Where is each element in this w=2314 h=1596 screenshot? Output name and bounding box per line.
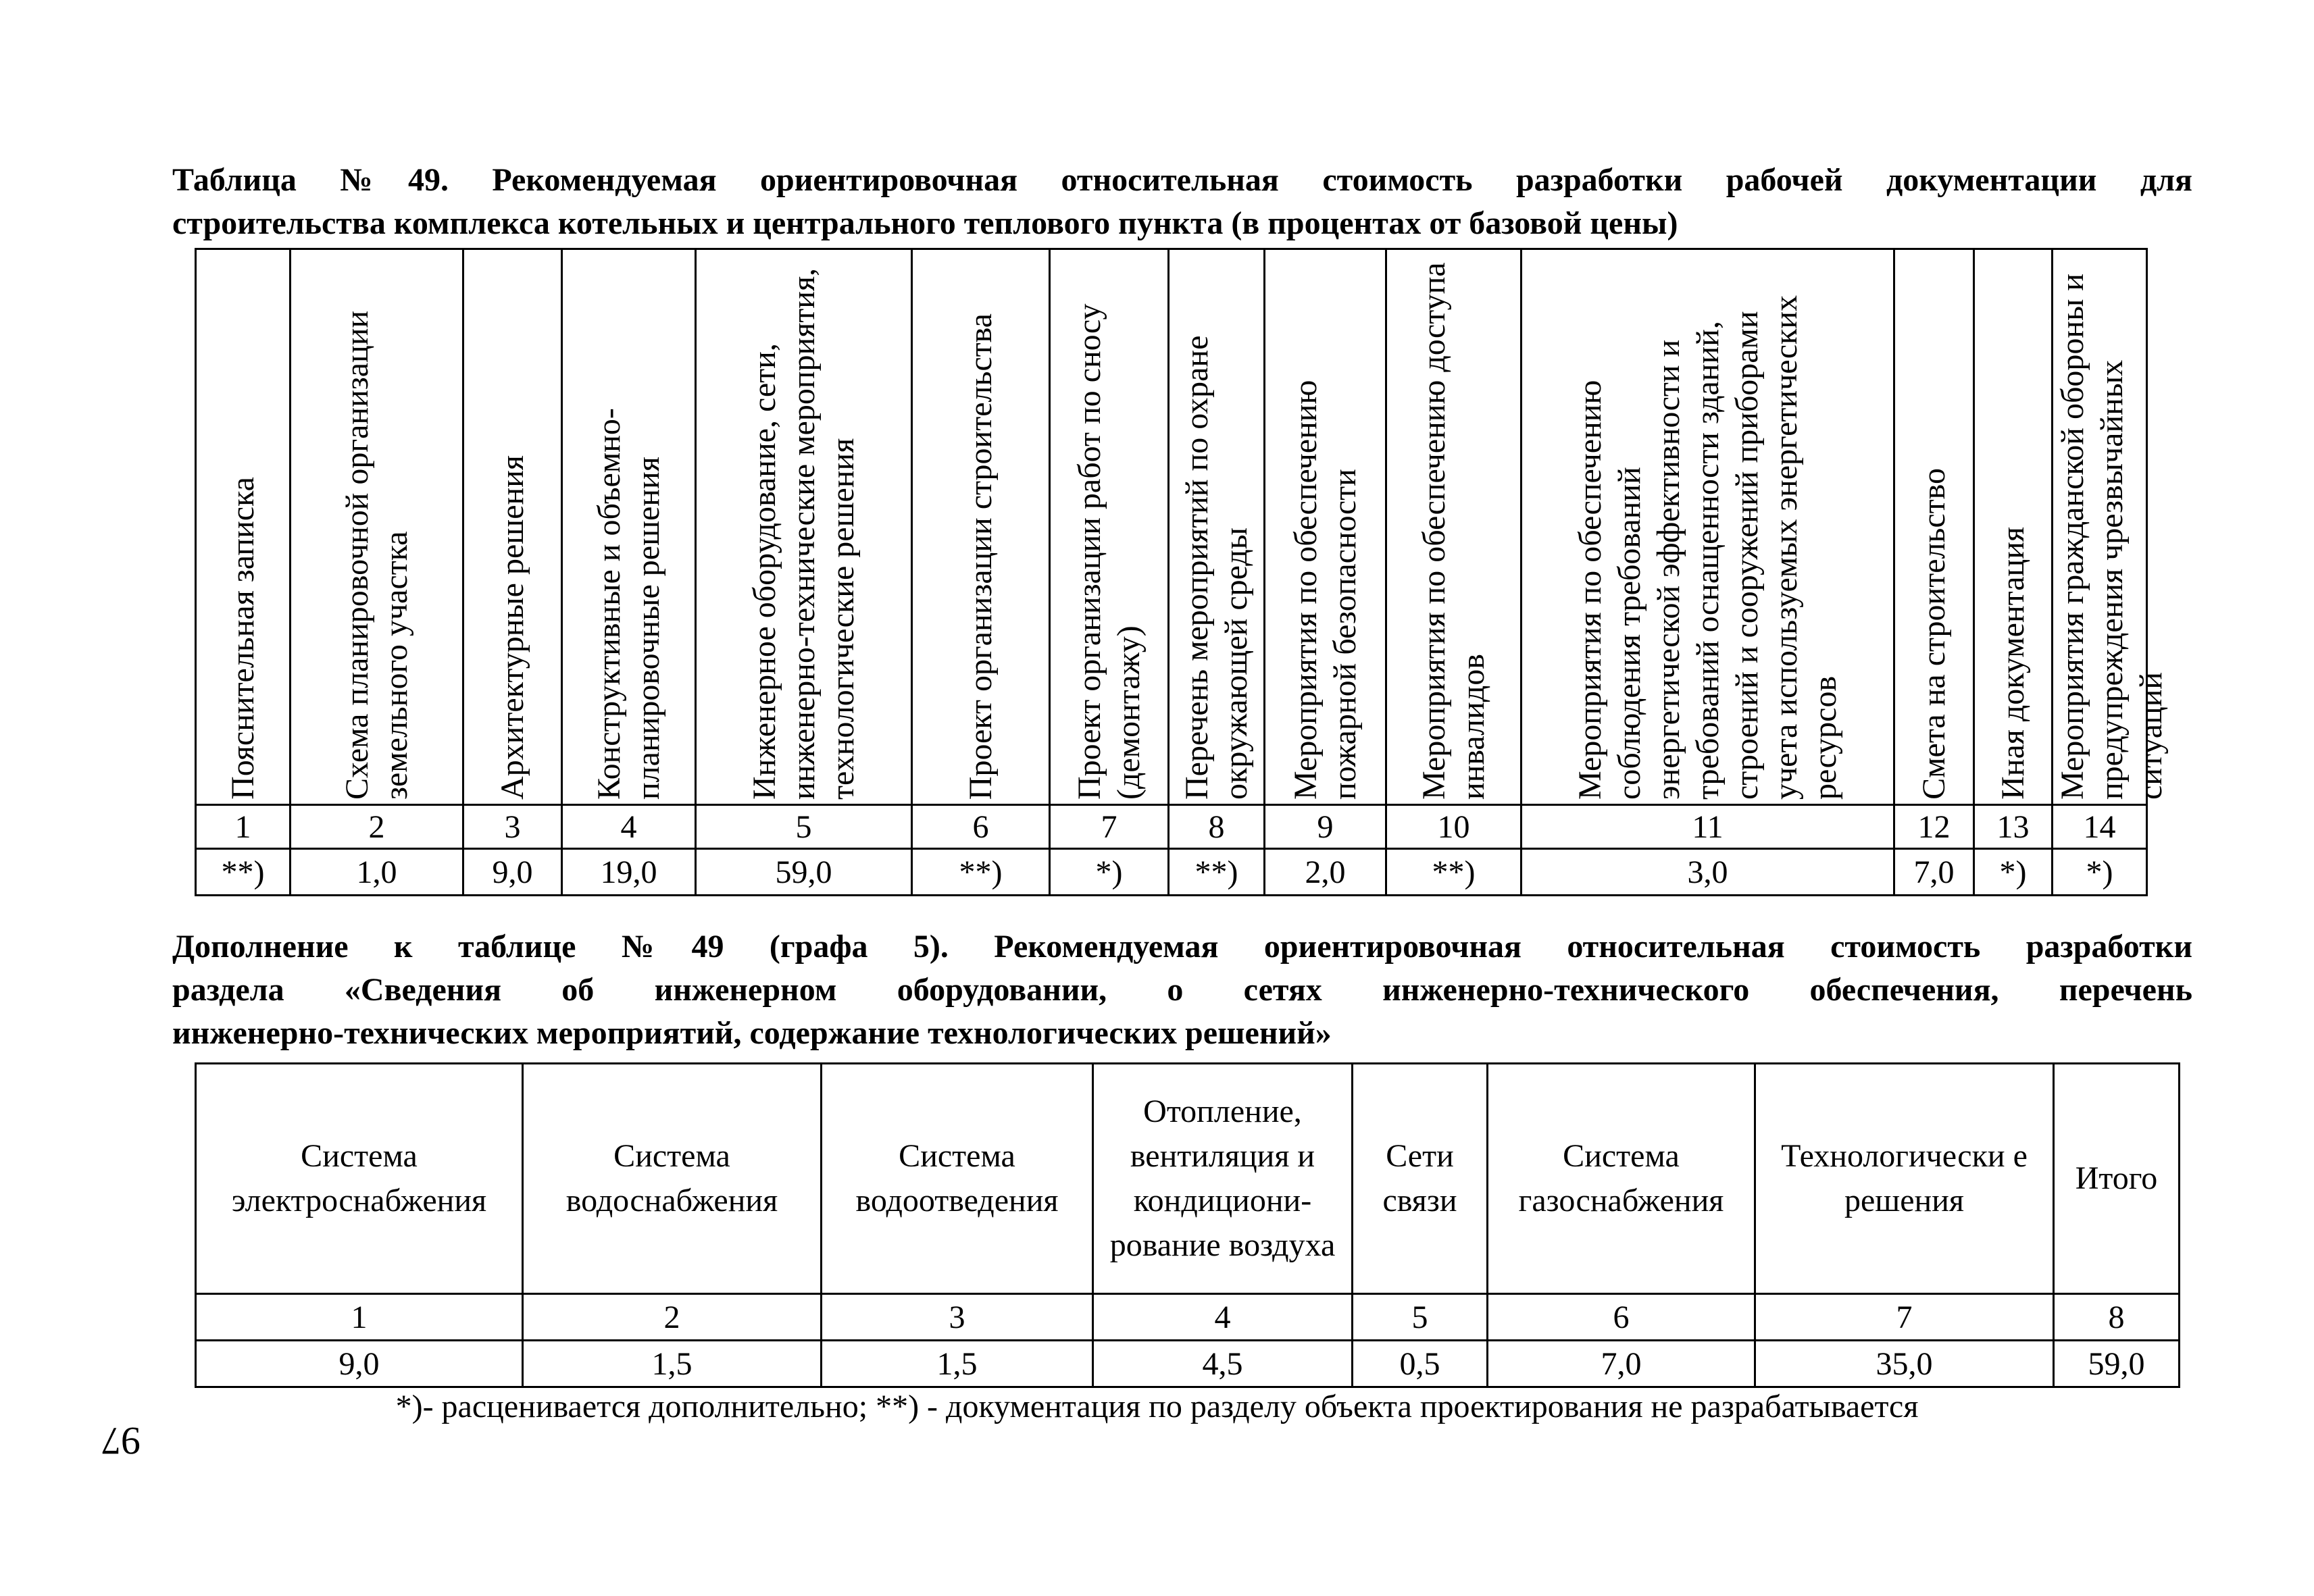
value-cell: 1,0 — [291, 849, 463, 896]
value-cell: **) — [1386, 849, 1521, 896]
table1-header-cell — [1386, 249, 1521, 805]
value-cell: 3,0 — [1521, 849, 1894, 896]
column-number: 2 — [523, 1294, 822, 1341]
table2-value-row — [196, 1341, 2180, 1387]
value-cell: 9,0 — [196, 1341, 523, 1387]
column-number: 14 — [2053, 805, 2147, 849]
header-text: Мероприятия по обеспечению соблюдения требований энергетической эффективности и требований оснащенности зданий, строений и сооружений приборами учета используемых энергетических ресурсов — [1571, 294, 1843, 800]
table1-header-cell — [562, 249, 696, 805]
value-cell: 4,5 — [1093, 1341, 1353, 1387]
value-cell: 59,0 — [696, 849, 912, 896]
header-text: Перечень мероприятий по охране окружающей среды — [1178, 335, 1254, 800]
header-text: Схема планировочной организации земельного участка — [338, 310, 414, 800]
table1-header-cell — [1894, 249, 1974, 805]
value-cell: 7,0 — [1488, 1341, 1755, 1387]
header-text: Пояснительная записка — [224, 477, 261, 800]
column-number: 10 — [1386, 805, 1521, 849]
header-text: Архитектурные решения — [494, 455, 530, 800]
value-cell: 2,0 — [1265, 849, 1386, 896]
column-number: 6 — [1488, 1294, 1755, 1341]
header-text: Конструктивные и объемно-планировочные решения — [590, 408, 666, 800]
table2-number-row — [196, 1294, 2180, 1341]
value-cell: 35,0 — [1755, 1341, 2054, 1387]
column-number: 13 — [1974, 805, 2053, 849]
table1 — [195, 248, 2169, 896]
table2-title — [172, 925, 2192, 1055]
column-number: 8 — [2054, 1294, 2180, 1341]
footnote: *)- расценивается дополнительно; **) - документация по разделу объекта проектирования не разрабатывается — [395, 1389, 1919, 1424]
table2-header-cell: Отопление, вентиляция и кондициони-рование воздуха — [1093, 1064, 1353, 1294]
table2-header-cell: Система водоснабжения — [523, 1064, 822, 1294]
column-number: 3 — [822, 1294, 1093, 1341]
column-number: 5 — [696, 805, 912, 849]
value-cell: 1,5 — [822, 1341, 1093, 1387]
table1-header-cell — [1521, 249, 1894, 805]
table2-header-cell: Система газоснабжения — [1488, 1064, 1755, 1294]
column-number: 3 — [463, 805, 562, 849]
value-cell: *) — [1050, 849, 1169, 896]
table1-value-row — [196, 849, 2147, 896]
column-number: 6 — [912, 805, 1050, 849]
header-text: Мероприятия по обеспечению доступа инвалидов — [1415, 262, 1491, 800]
column-number: 7 — [1050, 805, 1169, 849]
table1-header-cell — [912, 249, 1050, 805]
value-cell: 59,0 — [2054, 1341, 2180, 1387]
table2-title-line: раздела «Сведения об инженерном оборудовании, о сетях инженерно-технического обеспечения, перечень — [172, 972, 2192, 1008]
column-number: 8 — [1169, 805, 1265, 849]
column-number: 2 — [291, 805, 463, 849]
value-cell: 0,5 — [1353, 1341, 1488, 1387]
table1-header-cell — [1050, 249, 1169, 805]
header-text: Иная документация — [1994, 527, 2031, 800]
value-cell: 9,0 — [463, 849, 562, 896]
column-number: 4 — [1093, 1294, 1353, 1341]
table1-header-row — [196, 249, 2147, 805]
table2-header-cell: Итого — [2054, 1064, 2180, 1294]
column-number: 1 — [196, 805, 291, 849]
value-cell: 1,5 — [523, 1341, 822, 1387]
table1-header-cell — [463, 249, 562, 805]
table2-header-cell: Система электроснабжения — [196, 1064, 523, 1294]
column-number: 5 — [1353, 1294, 1488, 1341]
page-number: 97 — [101, 1419, 141, 1463]
table1-title-line: строительства комплекса котельных и центрального теплового пункта (в процентах от базовой цены) — [172, 205, 1678, 241]
header-text: Проект организации работ по сносу (демонтажу) — [1071, 303, 1147, 800]
column-number: 9 — [1265, 805, 1386, 849]
table2-header-cell: Сети связи — [1353, 1064, 1488, 1294]
table2-header-cell: Система водоотведения — [822, 1064, 1093, 1294]
header-text: Мероприятия по обеспечению пожарной безопасности — [1287, 380, 1363, 800]
header-text: Инженерное оборудование, сети, инженерно-технические мероприятия, технологические решения — [746, 267, 861, 800]
table1-header-cell — [196, 249, 291, 805]
table1-header-cell — [2053, 249, 2169, 805]
value-cell: **) — [912, 849, 1050, 896]
table1-header-cell — [696, 249, 912, 805]
value-cell: **) — [1169, 849, 1265, 896]
table1-header-cell — [1974, 249, 2053, 805]
table1-title-line: Таблица №49. Рекомендуемая ориентировочная относительная стоимость разработки рабочей документации для — [172, 162, 2192, 198]
table2-title-line: Дополнение к таблице №49 (графа 5). Рекомендуемая ориентировочная относительная стоимость разработки — [172, 929, 2192, 964]
header-text: Смета на строительство — [1915, 468, 1952, 800]
column-number: 1 — [196, 1294, 523, 1341]
table1-header-cell — [1265, 249, 1386, 805]
column-number: 12 — [1894, 805, 1974, 849]
column-number: 11 — [1521, 805, 1894, 849]
table2-title-line: инженерно-технических мероприятий, содержание технологических решений» — [172, 1015, 1332, 1051]
table1-header-cell — [291, 249, 463, 805]
value-cell: 7,0 — [1894, 849, 1974, 896]
table1-header-cell — [1169, 249, 1265, 805]
column-number: 7 — [1755, 1294, 2054, 1341]
table2-header-cell: Технологически е решения — [1755, 1064, 2054, 1294]
header-text: Мероприятия гражданской обороны и предупреждения чрезвычайных ситуаций — [2055, 273, 2169, 800]
value-cell: *) — [2053, 849, 2147, 896]
header-text: Проект организации строительства — [962, 313, 999, 800]
value-cell: *) — [1974, 849, 2053, 896]
value-cell: 19,0 — [562, 849, 696, 896]
table1-number-row — [196, 805, 2147, 849]
table2-header-row — [196, 1064, 2180, 1294]
value-cell: **) — [196, 849, 291, 896]
column-number: 4 — [562, 805, 696, 849]
table2 — [195, 1062, 2180, 1388]
table1-title — [172, 159, 2192, 245]
